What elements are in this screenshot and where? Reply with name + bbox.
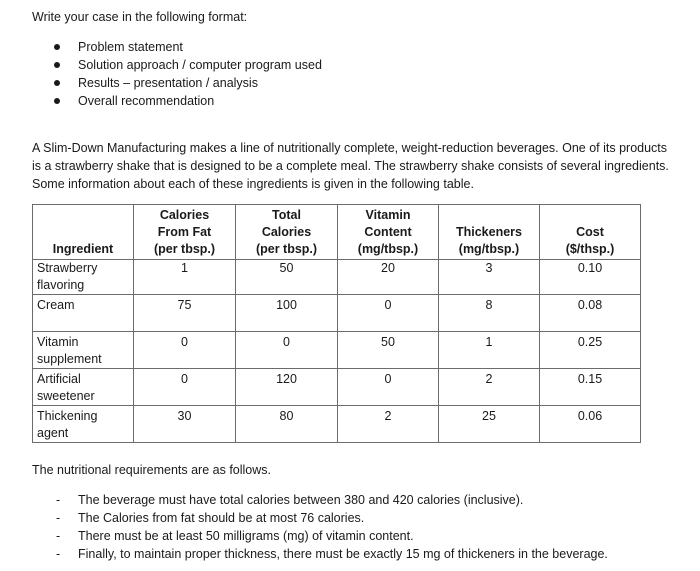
dash-icon: - (56, 493, 61, 507)
cell-ingredient: Artificial sweetener (33, 369, 134, 406)
problem-paragraph: A Slim-Down Manufacturing makes a line of nutritionally complete, weight-reduction beverages. One of its products is a strawberry shake that is designed to be a complete meal. The strawberry shake consists of several ingredients. Some information about each of these ingredients is given in the following table. (32, 141, 669, 191)
list-item-text: Finally, to maintain proper thickness, there must be exactly 15 mg of thickeners in the beverage. (78, 547, 608, 561)
cell-vitamin: 50 (338, 332, 439, 369)
cell-total: 50 (236, 260, 338, 295)
cell-thickeners: 3 (439, 260, 540, 295)
list-item (52, 38, 322, 56)
table-row (33, 295, 641, 332)
header-ingredient: Ingredient (33, 205, 134, 260)
header-vitamin: Vitamin Content (mg/tbsp.) (338, 205, 439, 260)
cell-ingredient: Strawberry flavoring (33, 260, 134, 295)
list-item-text: The Calories from fat should be at most 76 calories. (78, 511, 365, 525)
header-calories-fat: Calories From Fat (per tbsp.) (134, 205, 236, 260)
cell-total: 80 (236, 406, 338, 443)
dash-icon: - (56, 529, 61, 543)
table-row (33, 406, 641, 443)
cell-total: 100 (236, 295, 338, 332)
cell-vitamin: 2 (338, 406, 439, 443)
cell-cost: 0.10 (540, 260, 641, 295)
cell-ingredient: Thickening agent (33, 406, 134, 443)
header-cost: Cost ($/thsp.) (540, 205, 641, 260)
cell-cost: 0.15 (540, 369, 641, 406)
ingredients-table-wrap (32, 204, 641, 443)
list-item-text: Overall recommendation (78, 94, 215, 108)
list-item-text: Solution approach / computer program used (78, 58, 322, 72)
format-intro: Write your case in the following format: (32, 10, 248, 24)
cell-total: 120 (236, 369, 338, 406)
cell-vitamin: 20 (338, 260, 439, 295)
list-item (52, 491, 608, 509)
list-item-text: The beverage must have total calories between 380 and 420 calories (inclusive). (78, 493, 524, 507)
dash-icon: - (56, 511, 61, 525)
list-item (52, 56, 322, 74)
cell-cost: 0.06 (540, 406, 641, 443)
table-row (33, 369, 641, 406)
table-header-row (33, 205, 641, 260)
list-item-text: Problem statement (78, 40, 183, 54)
list-item-text: There must be at least 50 milligrams (mg) of vitamin content. (78, 529, 414, 543)
cell-thickeners: 2 (439, 369, 540, 406)
cell-fat: 0 (134, 369, 236, 406)
cell-ingredient: Cream (33, 295, 134, 332)
cell-thickeners: 25 (439, 406, 540, 443)
list-item (52, 74, 322, 92)
cell-vitamin: 0 (338, 369, 439, 406)
bullet-icon (54, 62, 60, 68)
cell-total: 0 (236, 332, 338, 369)
cell-thickeners: 8 (439, 295, 540, 332)
format-list (52, 38, 322, 110)
requirements-list (52, 491, 608, 563)
requirements-intro: The nutritional requirements are as follows. (32, 463, 272, 477)
bullet-icon (54, 80, 60, 86)
cell-ingredient: Vitamin supplement (33, 332, 134, 369)
cell-fat: 75 (134, 295, 236, 332)
table-row (33, 332, 641, 369)
header-thickeners: Thickeners (mg/tbsp.) (439, 205, 540, 260)
cell-fat: 0 (134, 332, 236, 369)
list-item-text: Results – presentation / analysis (78, 76, 258, 90)
cell-cost: 0.25 (540, 332, 641, 369)
list-item (52, 527, 608, 545)
bullet-icon (54, 98, 60, 104)
list-item (52, 92, 322, 110)
cell-cost: 0.08 (540, 295, 641, 332)
cell-fat: 1 (134, 260, 236, 295)
table-row (33, 260, 641, 295)
cell-fat: 30 (134, 406, 236, 443)
header-total-calories: Total Calories (per tbsp.) (236, 205, 338, 260)
ingredients-table (32, 204, 641, 443)
cell-thickeners: 1 (439, 332, 540, 369)
cell-vitamin: 0 (338, 295, 439, 332)
bullet-icon (54, 44, 60, 50)
list-item (52, 545, 608, 563)
list-item (52, 509, 608, 527)
dash-icon: - (56, 547, 61, 561)
